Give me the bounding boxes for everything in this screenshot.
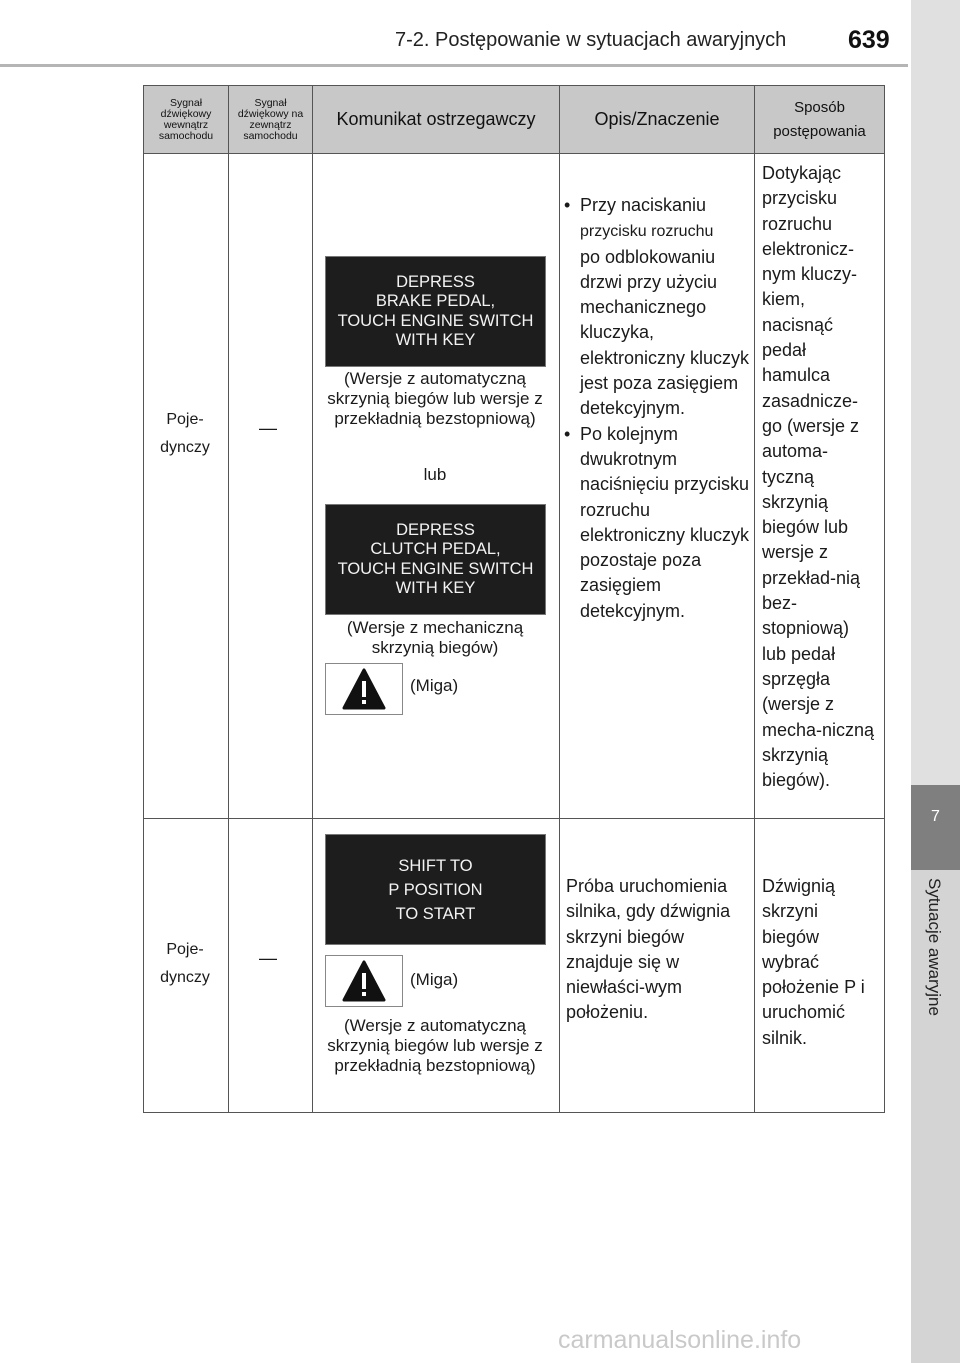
warning-triangle-icon xyxy=(342,960,386,1002)
row1-inside-buzzer: Poje- dynczy xyxy=(160,411,210,456)
side-tab-chapter-label: Sytuacje awaryjne xyxy=(925,878,944,1016)
column-divider xyxy=(754,86,755,1112)
warning-screen-shift: SHIFT TO P POSITION TO START xyxy=(325,834,546,945)
row-divider xyxy=(144,818,884,819)
page-number: 639 xyxy=(848,26,890,54)
blink-label: (Miga) xyxy=(410,676,459,695)
caption-manual: (Wersje z mechaniczną skrzynią biegów) xyxy=(346,618,524,657)
side-tab-chapter-number: 7 xyxy=(931,808,940,825)
blink-label: (Miga) xyxy=(410,970,459,989)
section-title: 7-2. Postępowanie w sytuacjach awaryjnych xyxy=(395,29,787,51)
row2-action: Dźwignią skrzyni biegów wybrać położenie P i uruchomić silnik. xyxy=(762,876,865,1048)
row2-outside-buzzer: — xyxy=(259,948,277,968)
row2-inside-buzzer: Poje- dynczy xyxy=(160,941,210,986)
header-outside-buzzer: Sygnał dźwiękowy na zewnątrz samochodu xyxy=(237,96,304,142)
header-description: Opis/Znaczenie xyxy=(594,109,720,129)
row1-action: Dotykając przycisku rozruchu elektronicz-nym kluczy-kiem, nacisnąć pedał hamulca zasadnicze-go (wersje z automa-tyczną skrzynią biegów lub wersje z przekład-nią bez-stopniową) lub pedał sprzęgła (wersje z mecha-niczną skrzynią biegów). xyxy=(762,163,875,791)
column-divider xyxy=(228,86,229,1112)
row2-description: Próba uruchomienia silnika, gdy dźwignia skrzyni biegów znajduje się w niewłaści-wym położeniu. xyxy=(566,876,731,1023)
watermark: carmanualsonline.info xyxy=(558,1326,802,1354)
header-inside-buzzer: Sygnał dźwiękowy wewnątrz samochodu xyxy=(158,96,214,142)
warning-indicator-box xyxy=(325,955,403,1007)
warning-indicator-box xyxy=(325,663,403,715)
column-divider xyxy=(312,86,313,1112)
header-warning-message: Komunikat ostrzegawczy xyxy=(336,109,536,129)
side-tab-chapter-box xyxy=(911,785,960,870)
warning-screen-brake: DEPRESS BRAKE PEDAL, TOUCH ENGINE SWITCH WITH KEY xyxy=(325,256,546,367)
header-action: Sposób postępowania xyxy=(773,98,866,140)
or-label: lub xyxy=(423,465,447,484)
side-tab-background xyxy=(911,0,960,785)
header-divider xyxy=(0,64,908,67)
caption-automatic: (Wersje z automatyczną skrzynią biegów lub wersje z przekładnią bezstopniową) xyxy=(327,1016,543,1075)
column-divider xyxy=(559,86,560,1112)
caption-automatic: (Wersje z automatyczną skrzynią biegów lub wersje z przekładnią bezstopniową) xyxy=(327,369,543,428)
row1-description xyxy=(562,193,752,624)
warning-triangle-icon xyxy=(342,668,386,710)
warning-screen-clutch: DEPRESS CLUTCH PEDAL, TOUCH ENGINE SWITCH WITH KEY xyxy=(325,504,546,615)
description-item: • Po kolejnym dwukrotnym naciśnięciu przycisku rozruchu elektroniczny kluczyk pozostaje poza zasięgiem detekcyjnym. xyxy=(562,422,752,624)
description-item: • Przy naciskaniu przycisku rozruchu po odblokowaniu drzwi przy użyciu mechanicznego kluczyka, elektroniczny kluczyk jest poza zasięgiem detekcyjnym. xyxy=(562,193,752,422)
row1-outside-buzzer: — xyxy=(259,418,277,438)
